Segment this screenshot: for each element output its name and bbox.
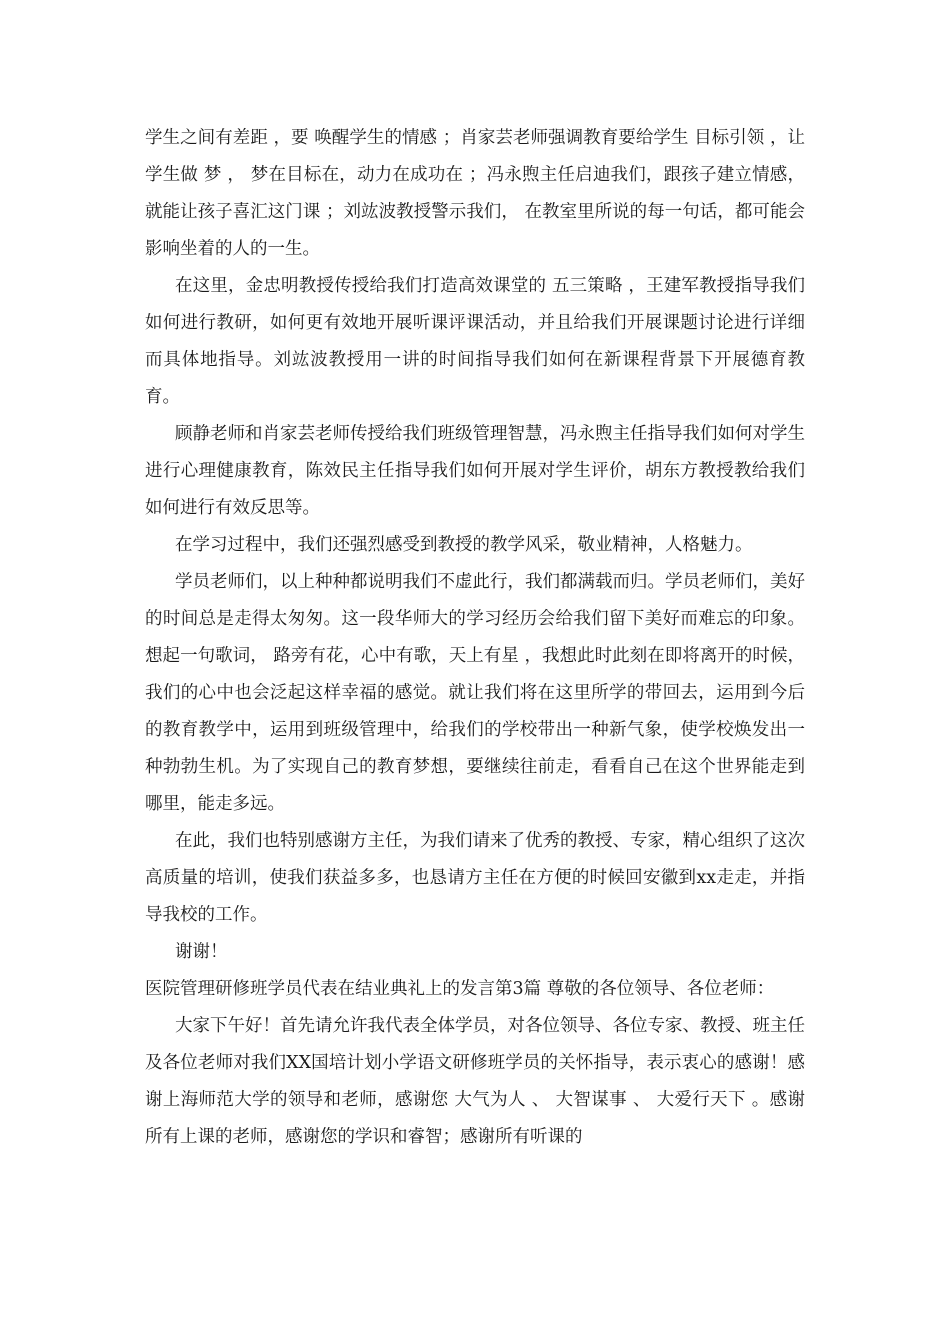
section-heading-paragraph: 医院管理研修班学员代表在结业典礼上的发言第3篇 尊敬的各位领导、各位老师： [145, 979, 775, 999]
paragraph-2: 在这里，金忠明教授传授给我们打造高效课堂的 五三策略 ，王建军教授指导我们如何进行教研，如何更有效地开展听课评课活动，并且给我们开展课题讨论进行详细而具体地指导。刘竑波教授用一讲的时间指导我们如何在新课程背景下开展德育教育。 [145, 276, 805, 407]
document-body [145, 120, 805, 1156]
paragraph-7: 谢谢！ [175, 942, 228, 962]
paragraph-1: 学生之间有差距 ，要 唤醒学生的情感 ；肖家芸老师强调教育要给学生 目标引领 ，让学生做 梦 ， 梦在目标在，动力在成功在 ；冯永煦主任启迪我们，跟孩子建立情感，就能让孩子喜汇这门课 ；刘竑波教授警示我们， 在教室里所说的每一句话，都可能会影响坐着的人的一生。 [145, 128, 805, 259]
paragraph-9: 大家下午好！首先请允许我代表全体学员，对各位领导、各位专家、教授、班主任及各位老师对我们XX国培计划小学语文研修班学员的关怀指导，表示衷心的感谢！感谢上海师范大学的领导和老师，感谢您 大气为人 、 大智谋事 、 大爱行天下 。感谢所有上课的老师，感谢您的学识和睿智；感谢所有听课的 [145, 1016, 805, 1147]
paragraph-3: 顾静老师和肖家芸老师传授给我们班级管理智慧，冯永煦主任指导我们如何对学生进行心理健康教育，陈效民主任指导我们如何开展对学生评价，胡东方教授教给我们如何进行有效反思等。 [145, 424, 805, 518]
paragraph-4: 在学习过程中，我们还强烈感受到教授的教学风采，敬业精神，人格魅力。 [175, 535, 753, 555]
paragraph-5: 学员老师们，以上种种都说明我们不虚此行，我们都满载而归。学员老师们，美好的时间总是走得太匆匆。这一段华师大的学习经历会给我们留下美好而难忘的印象。想起一句歌词， 路旁有花，心中有歌，天上有星 ，我想此时此刻在即将离开的时候，我们的心中也会泛起这样幸福的感觉。就让我们将在这里所学的带回去，运用到今后的教育教学中，运用到班级管理中，给我们的学校带出一种新气象，使学校焕发出一种勃勃生机。为了实现自己的教育梦想，要继续往前走，看看自己在这个世界能走到哪里，能走多远。 [145, 572, 805, 814]
paragraph-6: 在此，我们也特别感谢方主任，为我们请来了优秀的教授、专家，精心组织了这次高质量的培训，使我们获益多多，也恳请方主任在方便的时候回安徽到xx走走，并指导我校的工作。 [145, 831, 805, 925]
